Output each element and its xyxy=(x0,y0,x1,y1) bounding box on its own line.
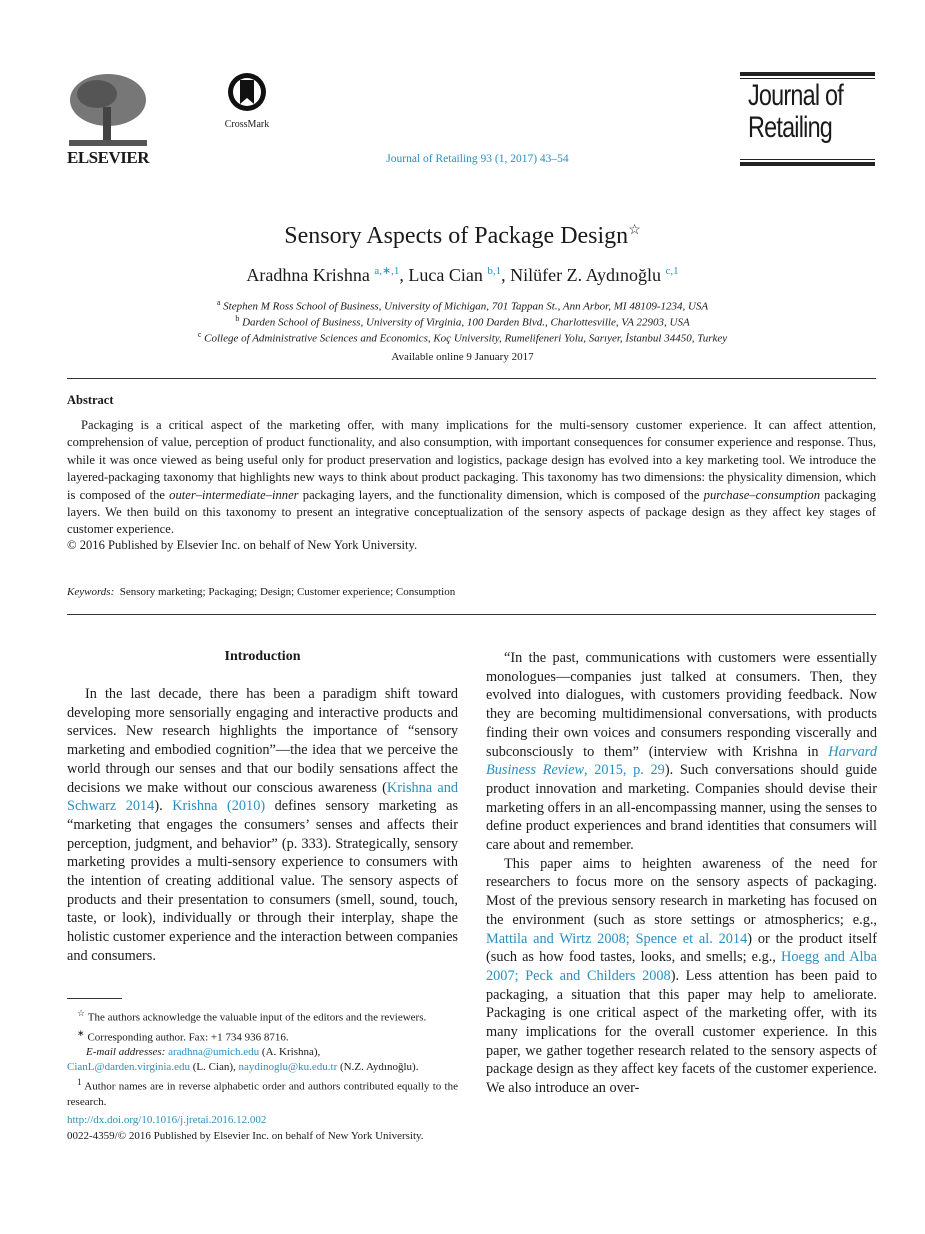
journal-logo-line1: Journal of xyxy=(748,79,843,112)
paragraph xyxy=(486,649,877,855)
affiliation xyxy=(0,330,925,345)
author-affil-mark[interactable]: b,1 xyxy=(487,265,502,277)
journal-logo-line2: Retailing xyxy=(748,111,833,144)
author-affil-mark[interactable]: c,1 xyxy=(665,265,679,277)
keywords-text: Sensory marketing; Packaging; Design; Customer experience; Consumption xyxy=(119,586,456,598)
text-run: defines sensory marketing as “marketing that engages the consumers’ senses and affects their perception, judgment, and behavior” (p. 333). Strategically, sensory marketing provides a multi-sensory experience to consumers with the intention of creating additional value. The sensory aspects of products and their presentation to consumers (smell, sound, touch, taste, or look), individually or through their interplay, shape the holistic customer experience and the interaction between companies and consumers. xyxy=(67,798,459,964)
affiliation xyxy=(0,314,925,329)
footnote-text: Author names are in reverse alphabetic order and authors contributed equally to the research. xyxy=(67,1080,458,1108)
citation-link[interactable]: Harvard Business Review xyxy=(486,743,877,779)
footnote-mark: ☆ xyxy=(77,1008,86,1018)
email-label: E-mail addresses: xyxy=(86,1046,166,1059)
divider xyxy=(67,614,876,615)
text-run: This paper aims to heighten awareness of the need for researchers to focus more on the sensory aspects of packaging. Most of the previous sensory research in marketing has focused on the environment (such as store settings or atmospherics; e.g., xyxy=(486,855,877,928)
email-owner: (N.Z. Aydınoğlu). xyxy=(337,1061,419,1074)
affil-text: Darden School of Business, University of Virginia, 100 Darden Blvd., Charlottesville, VA 22903, USA xyxy=(242,316,690,329)
keywords xyxy=(67,586,455,598)
text-run: “In the past, communications with customers were essentially monologues—companies just talked at consumers. Then, they evolved into dialogues, with customers providing feedback. Now they are becoming multidimensional conversations, with products finding their own voices and consumers responding viscerally and subconsciously to them” (interview with Krishna in xyxy=(486,650,877,760)
crossmark-label: CrossMark xyxy=(224,119,270,130)
text-run: outer–intermediate–inner xyxy=(169,487,299,502)
author-name: Nilüfer Z. Aydınoğlu xyxy=(510,265,661,285)
keywords-label: Keywords: xyxy=(67,586,115,598)
publisher-name: ELSEVIER xyxy=(67,148,149,167)
title-footnote-mark[interactable]: ☆ xyxy=(628,223,641,238)
affil-mark: c xyxy=(197,330,202,339)
divider xyxy=(67,378,876,379)
title-text: Sensory Aspects of Package Design xyxy=(284,223,629,249)
left-column xyxy=(67,685,458,966)
email-link[interactable]: CianL@darden.virginia.edu xyxy=(67,1061,190,1074)
journal-citation-link[interactable]: Journal of Retailing 93 (1, 2017) 43–54 xyxy=(386,153,569,165)
paragraph xyxy=(486,855,877,1098)
abstract-copyright: © 2016 Published by Elsevier Inc. on behalf of New York University. xyxy=(67,538,418,552)
elsevier-tree-logo xyxy=(67,72,149,148)
author-list: Aradhna Krishna $^{a,∗,1}$, Luca Cian $^{b,1}$, Nilüfer Z. Aydınoğlu $^{c,1}$ xyxy=(246,265,679,285)
author-name: Aradhna Krishna xyxy=(246,265,370,285)
citation-link[interactable]: , 2015, p. 29 xyxy=(584,762,665,779)
email-owner: (L. Cian), xyxy=(189,1061,239,1074)
text-run: Packaging is a critical aspect of the marketing offer, with many implications for the multi-sensory customer experience. It can affect attention, comprehension of value, perception of product functionality, and also consumption, with important consequences for consumer experience and response. Thus, while it was once viewed as being useful only for product preservation and logistics, package design has evolved into a key marketing tool. We introduce the layered-packaging taxonomy that highlights new ways to think about product packaging. This taxonomy has two dimensions: the physicality dimension, which is composed of the xyxy=(67,418,876,502)
text-run: purchase–consumption xyxy=(703,487,821,502)
abstract-heading: Abstract xyxy=(67,393,114,407)
affil-text: College of Administrative Sciences and Economics, Koç University, Rumelifeneri Yolu, Sarıyer, İstanbul 34450, Turkey xyxy=(204,332,728,345)
citation-link[interactable]: Krishna (2010) xyxy=(172,798,266,815)
email-link[interactable]: naydinoglu@ku.edu.tr xyxy=(238,1061,338,1074)
right-column xyxy=(486,649,877,1098)
paragraph xyxy=(67,685,458,966)
section-heading: Introduction xyxy=(224,649,301,664)
footnote-mark: ∗ xyxy=(77,1027,85,1038)
journal-logo xyxy=(740,72,875,166)
text-run: ) or the product itself (such as how food tastes, looks, and smells; e.g., xyxy=(486,930,877,966)
text-run: packaging layers, and the functionality dimension, which is composed of the xyxy=(298,487,704,502)
email-link[interactable]: aradhna@umich.edu xyxy=(168,1046,260,1059)
citation-link[interactable]: Mattila and Wirtz 2008; Spence et al. 2014 xyxy=(486,930,748,947)
text-run: packaging layers. We then build on this taxonomy to present an integrative conceptualization of the sensory aspects of package design as they affect key stages of customer experience. xyxy=(67,487,876,537)
affil-mark: b xyxy=(235,314,240,323)
text-run: ). Less attention has been paid to packaging, a situation that this paper may help to ameliorate. Packaging is one critical aspect of the marketing offer, with its many implications for the overall customer experience. In this paper, we gather together research related to the sensory aspects of package design as they affect key facets of the customer experience. We also introduce an over- xyxy=(486,967,877,1097)
text-run: ). Such conversations should guide product innovation and marketing. Companies should devise their marketing offers in an all-encompassing manner, using the senses to define product experiences and brand identities that consumers will care about and remember. xyxy=(486,762,877,854)
affil-text: Stephen M Ross School of Business, University of Michigan, 701 Tappan St., Ann Arbor, MI 48109-1234, USA xyxy=(223,300,709,313)
author-affil-mark[interactable]: a,∗,1 xyxy=(374,265,400,277)
text-run: ). xyxy=(154,798,173,815)
affiliation xyxy=(0,298,925,313)
available-online-date: Available online 9 January 2017 xyxy=(391,351,534,363)
citation-link[interactable]: Krishna and Schwarz 2014 xyxy=(67,779,458,815)
footnote-divider xyxy=(67,998,122,999)
doi-link[interactable]: http://dx.doi.org/10.1016/j.jretai.2016.12.002 xyxy=(67,1114,267,1126)
crossmark-icon xyxy=(227,72,267,112)
citation-link[interactable]: Hoegg and Alba 2007; Peck and Childers 2008 xyxy=(486,949,877,984)
footnote-text: The authors acknowledge the valuable input of the editors and the reviewers. xyxy=(87,1011,427,1024)
paper-title xyxy=(0,222,925,250)
affil-mark: a xyxy=(216,298,221,307)
footnotes xyxy=(67,1006,458,1110)
author-name: Luca Cian xyxy=(408,265,483,285)
abstract-body xyxy=(67,417,876,539)
issn-copyright: 0022-4359/© 2016 Published by Elsevier Inc. on behalf of New York University. xyxy=(67,1130,424,1142)
crossmark-badge[interactable] xyxy=(222,72,272,130)
footnote-text: Corresponding author. Fax: +1 734 936 8716. xyxy=(87,1031,289,1044)
email-owner: (A. Krishna), xyxy=(259,1046,321,1059)
text-run: In the last decade, there has been a paradigm shift toward developing more sensorially engaging and interactive products and services. New research highlights the importance of “sensory marketing and embodied cognition”—the idea that we perceive the world through our senses and that our bodily sensations affect the decisions we make without our conscious awareness ( xyxy=(67,686,458,796)
footnote-mark: 1 xyxy=(77,1077,82,1088)
